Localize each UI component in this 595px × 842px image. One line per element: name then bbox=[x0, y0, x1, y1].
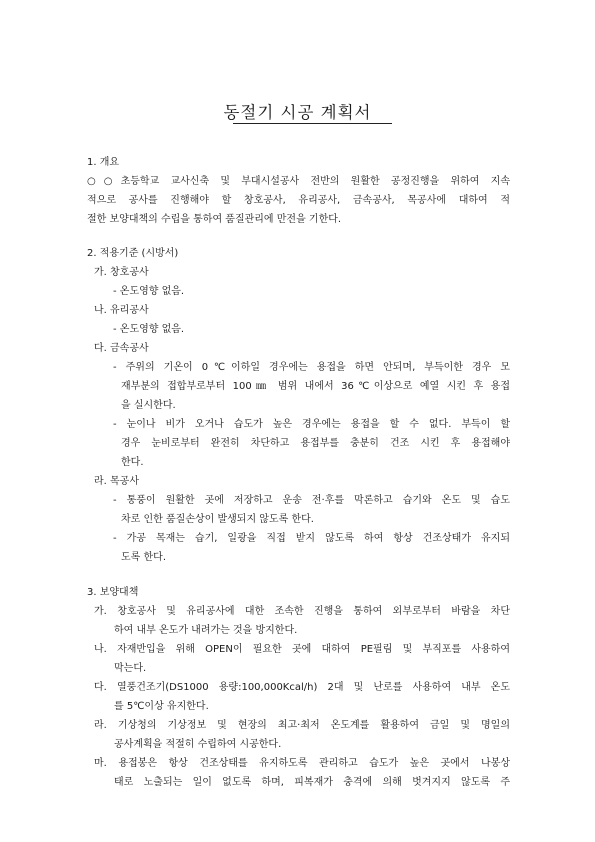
section-3-ma-line-1: 마. 용접봉은 항상 건조상태를 유지하도록 관리하고 습도가 높은 곳에서 나봉상 bbox=[94, 758, 510, 769]
section-2-da-item-1-line-3: 을 실시한다. bbox=[121, 400, 176, 411]
section-3-ma-line-2: 태로 노출되는 일이 없도록 하며, 피복재가 충격에 의해 벗겨지지 않도록 주 bbox=[114, 777, 510, 788]
section-3-ga-line-1: 가. 창호공사 및 유리공사에 대한 조속한 진행을 통하여 외부로부터 바람을 차단 bbox=[94, 606, 510, 617]
section-3-na-line-2: 막는다. bbox=[114, 663, 147, 674]
section-2-da-label: 다. 금속공사 bbox=[94, 343, 149, 354]
section-2-ga-item: - 온도영향 없음. bbox=[113, 286, 185, 297]
section-3-da-line-2: 를 5℃이상 유지한다. bbox=[114, 701, 209, 712]
section-2-ra-item-2-line-2: 도록 한다. bbox=[121, 552, 166, 563]
section-2-na-item: - 온도영향 없음. bbox=[113, 324, 185, 335]
section-3-ra-line-1: 라. 기상청의 기상정보 및 현장의 최고·최저 온도계를 활용하여 금일 및 명일의 bbox=[94, 720, 510, 731]
title-underline bbox=[233, 123, 392, 124]
section-3-ga-line-2: 하여 내부 온도가 내려가는 것을 방지한다. bbox=[114, 625, 298, 636]
section-2-da-item-2-line-2: 경우 눈비로부터 완전히 차단하고 용접부를 충분히 건조 시킨 후 용접해야 bbox=[121, 438, 510, 449]
section-2-ga-label: 가. 창호공사 bbox=[94, 267, 149, 278]
section-2-da-item-2-line-1: - 눈이나 비가 오거나 습도가 높은 경우에는 용접을 할 수 없다. 부득이 할 bbox=[113, 419, 510, 430]
section-2-ra-item-1-line-2: 차로 인한 품질손상이 발생되지 않도록 한다. bbox=[121, 514, 314, 525]
section-3-da-line-1: 다. 열풍건조기(DS1000 용량:100,000Kcal/h) 2대 및 난로를 사용하여 내부 온도 bbox=[94, 682, 510, 693]
section-2-da-item-2-line-3: 한다. bbox=[121, 457, 144, 468]
section-1-line-1: ○○초등학교 교사신축 및 부대시설공사 전반의 원활한 공정진행을 위하여 지속 bbox=[87, 176, 510, 187]
section-3-heading: 3. 보양대책 bbox=[87, 587, 139, 598]
section-1-line-3: 절한 보양대책의 수립을 통하여 품질관리에 만전을 기한다. bbox=[87, 214, 342, 225]
section-1-heading: 1. 개요 bbox=[87, 157, 120, 168]
section-2-heading: 2. 적용기준 (시방서) bbox=[87, 248, 179, 259]
section-2-na-label: 나. 유리공사 bbox=[94, 305, 149, 316]
section-2-ra-label: 라. 목공사 bbox=[94, 476, 139, 487]
section-2-da-item-1-line-1: - 주위의 기온이 0℃이하일 경우에는 용접을 하면 안되며, 부득이한 경우 모 bbox=[113, 362, 510, 373]
document-title: 동절기 시공 계획서 bbox=[223, 103, 372, 122]
section-2-da-item-1-line-2: 재부분의 접합부로부터 100㎜ 범위 내에서 36℃이상으로 예열 시킨 후 용접 bbox=[121, 381, 510, 392]
section-3-ra-line-2: 공사계획을 적절히 수립하여 시공한다. bbox=[114, 739, 282, 750]
section-2-ra-item-2-line-1: - 가공 목재는 습기, 일광을 직접 받지 않도록 하여 항상 건조상태가 유지되 bbox=[113, 533, 510, 544]
section-1-line-2: 적으로 공사를 진행해야 할 창호공사, 유리공사, 금속공사, 목공사에 대하여 적 bbox=[87, 195, 510, 206]
section-3-na-line-1: 나. 자재반입을 위해 OPEN이 필요한 곳에 대하여 PE필림 및 부직포를 사용하여 bbox=[94, 644, 510, 655]
section-2-ra-item-1-line-1: - 통풍이 원활한 곳에 저장하고 운송 전·후를 막론하고 습기와 온도 및 습도 bbox=[113, 495, 510, 506]
